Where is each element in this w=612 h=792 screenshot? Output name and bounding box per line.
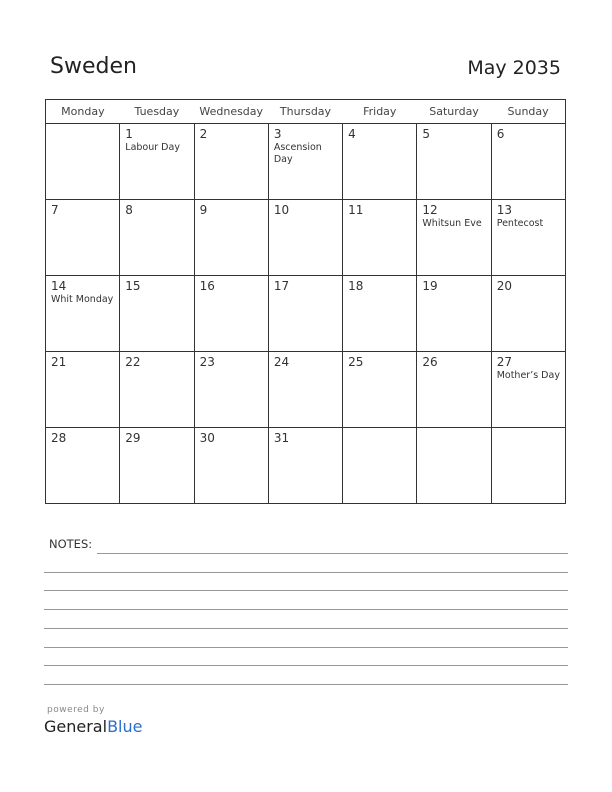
day-cell — [268, 276, 342, 352]
day-cell — [417, 428, 491, 504]
day-number: 20 — [496, 279, 512, 293]
day-cell — [120, 276, 194, 352]
day-number: 11 — [348, 203, 364, 217]
notes-line — [97, 553, 568, 554]
holiday-label: Whitsun Eve — [422, 218, 482, 229]
day-cell — [343, 200, 417, 276]
day-cell — [343, 124, 417, 200]
day-cell — [343, 428, 417, 504]
day-cell — [491, 124, 565, 200]
day-cell — [120, 124, 194, 200]
notes-line — [44, 590, 568, 591]
calendar-week-row — [46, 276, 566, 352]
calendar-week-row — [46, 200, 566, 276]
day-number: 13 — [496, 203, 512, 217]
notes-line — [44, 609, 568, 610]
day-cell — [417, 276, 491, 352]
notes-line — [44, 628, 568, 629]
day-cell — [268, 124, 342, 200]
day-cell — [194, 428, 268, 504]
day-cell — [120, 428, 194, 504]
day-number: 9 — [199, 203, 208, 217]
weekday-wednesday: Wednesday — [194, 100, 268, 124]
day-cell — [194, 124, 268, 200]
day-number: 8 — [125, 203, 133, 217]
logo-blue: Blue — [107, 717, 143, 736]
holiday-label: Whit Monday — [51, 294, 114, 305]
day-number: 31 — [273, 431, 290, 445]
day-cell — [268, 352, 342, 428]
day-number: 12 — [422, 203, 438, 217]
weekday-thursday: Thursday — [268, 100, 342, 124]
day-cell — [194, 276, 268, 352]
day-cell — [46, 428, 120, 504]
day-number: 6 — [496, 127, 505, 141]
day-cell — [417, 352, 491, 428]
day-number: 14 — [51, 279, 67, 293]
generalblue-logo — [44, 717, 142, 736]
day-number: 3 — [273, 127, 282, 141]
day-number: 2 — [199, 127, 208, 141]
day-number: 23 — [199, 355, 215, 369]
day-number: 7 — [51, 203, 59, 217]
day-number: 5 — [422, 127, 431, 141]
notes-line — [44, 665, 568, 666]
day-number: 1 — [125, 127, 133, 141]
logo-general: General — [44, 717, 108, 736]
calendar-week-row — [46, 428, 566, 504]
holiday-label: Labour Day — [125, 142, 180, 153]
day-cell — [120, 352, 194, 428]
weekday-friday: Friday — [343, 100, 417, 124]
holiday-label: Pentecost — [496, 218, 544, 229]
calendar-week-row — [46, 352, 566, 428]
calendar-grid — [45, 99, 566, 504]
day-cell — [491, 428, 565, 504]
day-cell — [268, 200, 342, 276]
day-number: 17 — [273, 279, 290, 293]
holiday-label: Mother’s Day — [496, 370, 560, 381]
powered-by-text: powered by — [47, 705, 105, 715]
day-number: 24 — [273, 355, 290, 369]
day-number: 29 — [125, 431, 141, 445]
day-number: 18 — [348, 279, 364, 293]
notes-line — [44, 684, 568, 685]
day-cell — [46, 124, 120, 200]
weekday-monday: Monday — [46, 100, 120, 124]
weekday-header-row — [46, 100, 566, 124]
day-cell — [417, 200, 491, 276]
day-cell — [46, 200, 120, 276]
notes-label: NOTES: — [49, 537, 93, 551]
day-number: 4 — [348, 127, 356, 141]
day-number: 30 — [199, 431, 215, 445]
weekday-saturday: Saturday — [417, 100, 491, 124]
day-number: 15 — [125, 279, 141, 293]
day-number: 25 — [348, 355, 364, 369]
day-number: 22 — [125, 355, 141, 369]
month-title: May 2035 — [467, 57, 561, 79]
day-cell — [46, 276, 120, 352]
day-number: 19 — [422, 279, 438, 293]
day-cell — [491, 200, 565, 276]
day-cell — [417, 124, 491, 200]
day-cell — [46, 352, 120, 428]
notes-line — [44, 572, 568, 573]
day-cell — [491, 352, 565, 428]
country-title: Sweden — [50, 54, 137, 79]
notes-line — [44, 647, 568, 648]
day-number: 16 — [199, 279, 215, 293]
weekday-tuesday: Tuesday — [120, 100, 194, 124]
day-cell — [120, 200, 194, 276]
calendar-body — [46, 124, 566, 504]
day-cell — [343, 276, 417, 352]
day-number: 21 — [51, 355, 67, 369]
calendar-week-row — [46, 124, 566, 200]
day-number: 26 — [422, 355, 438, 369]
weekday-sunday: Sunday — [491, 100, 565, 124]
day-cell — [491, 276, 565, 352]
day-cell — [194, 200, 268, 276]
day-number: 28 — [51, 431, 67, 445]
day-number: 10 — [273, 203, 290, 217]
day-cell — [343, 352, 417, 428]
holiday-label: Ascension Day — [273, 142, 322, 165]
day-cell — [194, 352, 268, 428]
day-number: 27 — [496, 355, 512, 369]
day-cell — [268, 428, 342, 504]
